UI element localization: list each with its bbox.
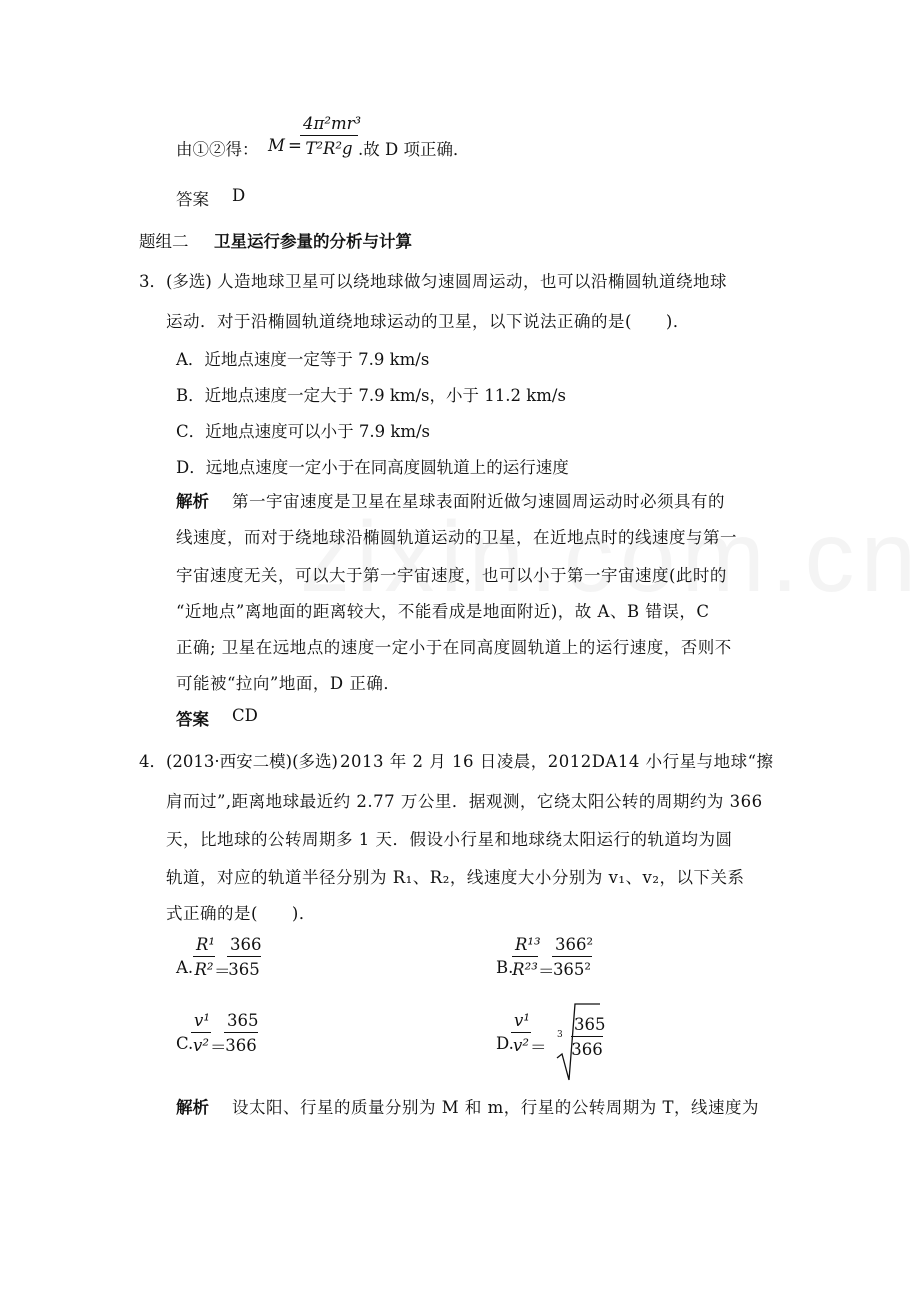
q3-text-line-2: 运动．对于沿椭圆轨道绕地球运动的卫星，以下说法正确的是( )． xyxy=(166,312,690,331)
option-a-right-fraction xyxy=(227,935,261,979)
q4-text-line: 肩而过”,距离地球最近约 2.77 万公里．据观测，它绕太阳公转的周期约为 366 xyxy=(166,792,763,811)
q3-analysis-label: 解析 xyxy=(176,492,209,511)
option-c-equals: ＝ xyxy=(210,1038,227,1057)
q3-answer-value: CD xyxy=(232,706,258,725)
q3-answer-label: 答案 xyxy=(176,710,209,729)
section-title: 卫星运行参量的分析与计算 xyxy=(214,232,412,251)
option-d-right-fraction xyxy=(571,1015,606,1059)
q3-analysis-line: 正确; 卫星在远地点的速度一定小于在同高度圆轨道上的运行速度，否则不 xyxy=(176,638,732,657)
q3-text-line-1: 人造地球卫星可以绕地球做匀速圆周运动，也可以沿椭圆轨道绕地球 xyxy=(217,272,727,291)
fraction-denominator: 366 xyxy=(225,1036,257,1055)
fraction-numerator: 366² xyxy=(552,935,592,957)
option-b-label: B. xyxy=(496,958,514,977)
mass-fraction xyxy=(300,114,362,158)
fraction-denominator: R²³ xyxy=(512,960,538,979)
fraction-numerator: R¹ xyxy=(193,935,215,957)
fraction-denominator: 365² xyxy=(552,960,592,979)
equals-sign: = xyxy=(288,136,302,155)
fraction-denominator: 365 xyxy=(228,960,260,979)
q4-text-line: 式正确的是( )． xyxy=(166,904,316,923)
option-d-label: D. xyxy=(496,1034,514,1053)
q3-analysis-line: 宇宙速度无关，可以大于第一宇宙速度，也可以小于第一宇宙速度(此时的 xyxy=(176,566,727,585)
fraction-denominator: v² xyxy=(513,1036,529,1055)
option-c-left-fraction xyxy=(191,1011,211,1055)
option-b-equals: ＝ xyxy=(538,962,555,981)
q4-text-line: 轨道，对应的轨道半径分别为 R₁、R₂，线速度大小分别为 v₁、v₂，以下关系 xyxy=(166,868,745,887)
option-a-label: A. xyxy=(176,958,194,977)
q3-tag: (多选) xyxy=(166,272,212,291)
fraction-numerator: 365 xyxy=(224,1011,258,1033)
option-b-left-fraction xyxy=(512,935,541,979)
fraction-numerator: R¹³ xyxy=(512,935,538,957)
fraction-numerator: 366 xyxy=(227,935,261,957)
answer-value-1: D xyxy=(232,186,246,205)
option-b-right-fraction xyxy=(552,935,592,979)
q4-source: (2013·西安二模)(多选) xyxy=(166,752,338,771)
q3-number: 3． xyxy=(139,272,166,291)
fraction-denominator: v² xyxy=(193,1036,209,1055)
q4-analysis-line: 设太阳、行星的质量分别为 M 和 m，行星的公转周期为 T，线速度为 xyxy=(232,1098,760,1117)
q4-number: 4． xyxy=(139,752,166,771)
q3-analysis-line: 第一宇宙速度是卫星在星球表面附近做匀速圆周运动时必须具有的 xyxy=(232,492,725,511)
option-a-left-fraction xyxy=(193,935,215,979)
fraction-numerator: v¹ xyxy=(191,1011,211,1033)
q3-option-d: D．远地点速度一定小于在同高度圆轨道上的运行速度 xyxy=(176,458,569,477)
q3-analysis-line: “近地点”离地面的距离较大，不能看成是地面附近)，故 A、B 错误，C xyxy=(176,602,710,621)
var-M: M xyxy=(268,136,285,155)
q4-text-line: 2013 年 2 月 16 日凌晨，2012DA14 小行星与地球“擦 xyxy=(340,752,774,771)
option-d-equals: ＝ xyxy=(530,1038,547,1057)
option-c-label: C. xyxy=(176,1034,194,1053)
section-label: 题组二 xyxy=(139,232,189,251)
q3-option-c: C．近地点速度可以小于 7.9 km/s xyxy=(176,422,431,441)
root-index: 3 xyxy=(557,1030,563,1040)
answer-label-1: 答案 xyxy=(176,190,209,209)
derivation-prefix: 由①②得： xyxy=(176,140,259,159)
q3-option-b: B．近地点速度一定大于 7.9 km/s，小于 11.2 km/s xyxy=(176,386,566,405)
q4-analysis-label: 解析 xyxy=(176,1098,209,1117)
option-c-right-fraction xyxy=(224,1011,258,1055)
q4-text-line: 天，比地球的公转周期多 1 天．假设小行星和地球绕太阳运行的轨道均为圆 xyxy=(166,830,733,849)
derivation-suffix: .故 D 项正确． xyxy=(358,140,470,159)
q3-analysis-line: 线速度，而对于绕地球沿椭圆轨道运动的卫星，在近地点时的线速度与第一 xyxy=(176,528,737,547)
fraction-numerator: v¹ xyxy=(511,1011,531,1033)
fraction-denominator: 366 xyxy=(571,1040,603,1059)
q3-analysis-line: 可能被“拉向”地面，D 正确． xyxy=(176,674,401,693)
mass-denominator: T²R²g xyxy=(305,139,353,158)
fraction-denominator: R² xyxy=(194,960,214,979)
option-d-left-fraction xyxy=(511,1011,531,1055)
mass-numerator: 4π²mr³ xyxy=(300,114,358,136)
q3-option-a: A．近地点速度一定等于 7.9 km/s xyxy=(176,350,430,369)
option-a-equals: ＝ xyxy=(214,962,231,981)
fraction-numerator: 365 xyxy=(571,1015,603,1037)
